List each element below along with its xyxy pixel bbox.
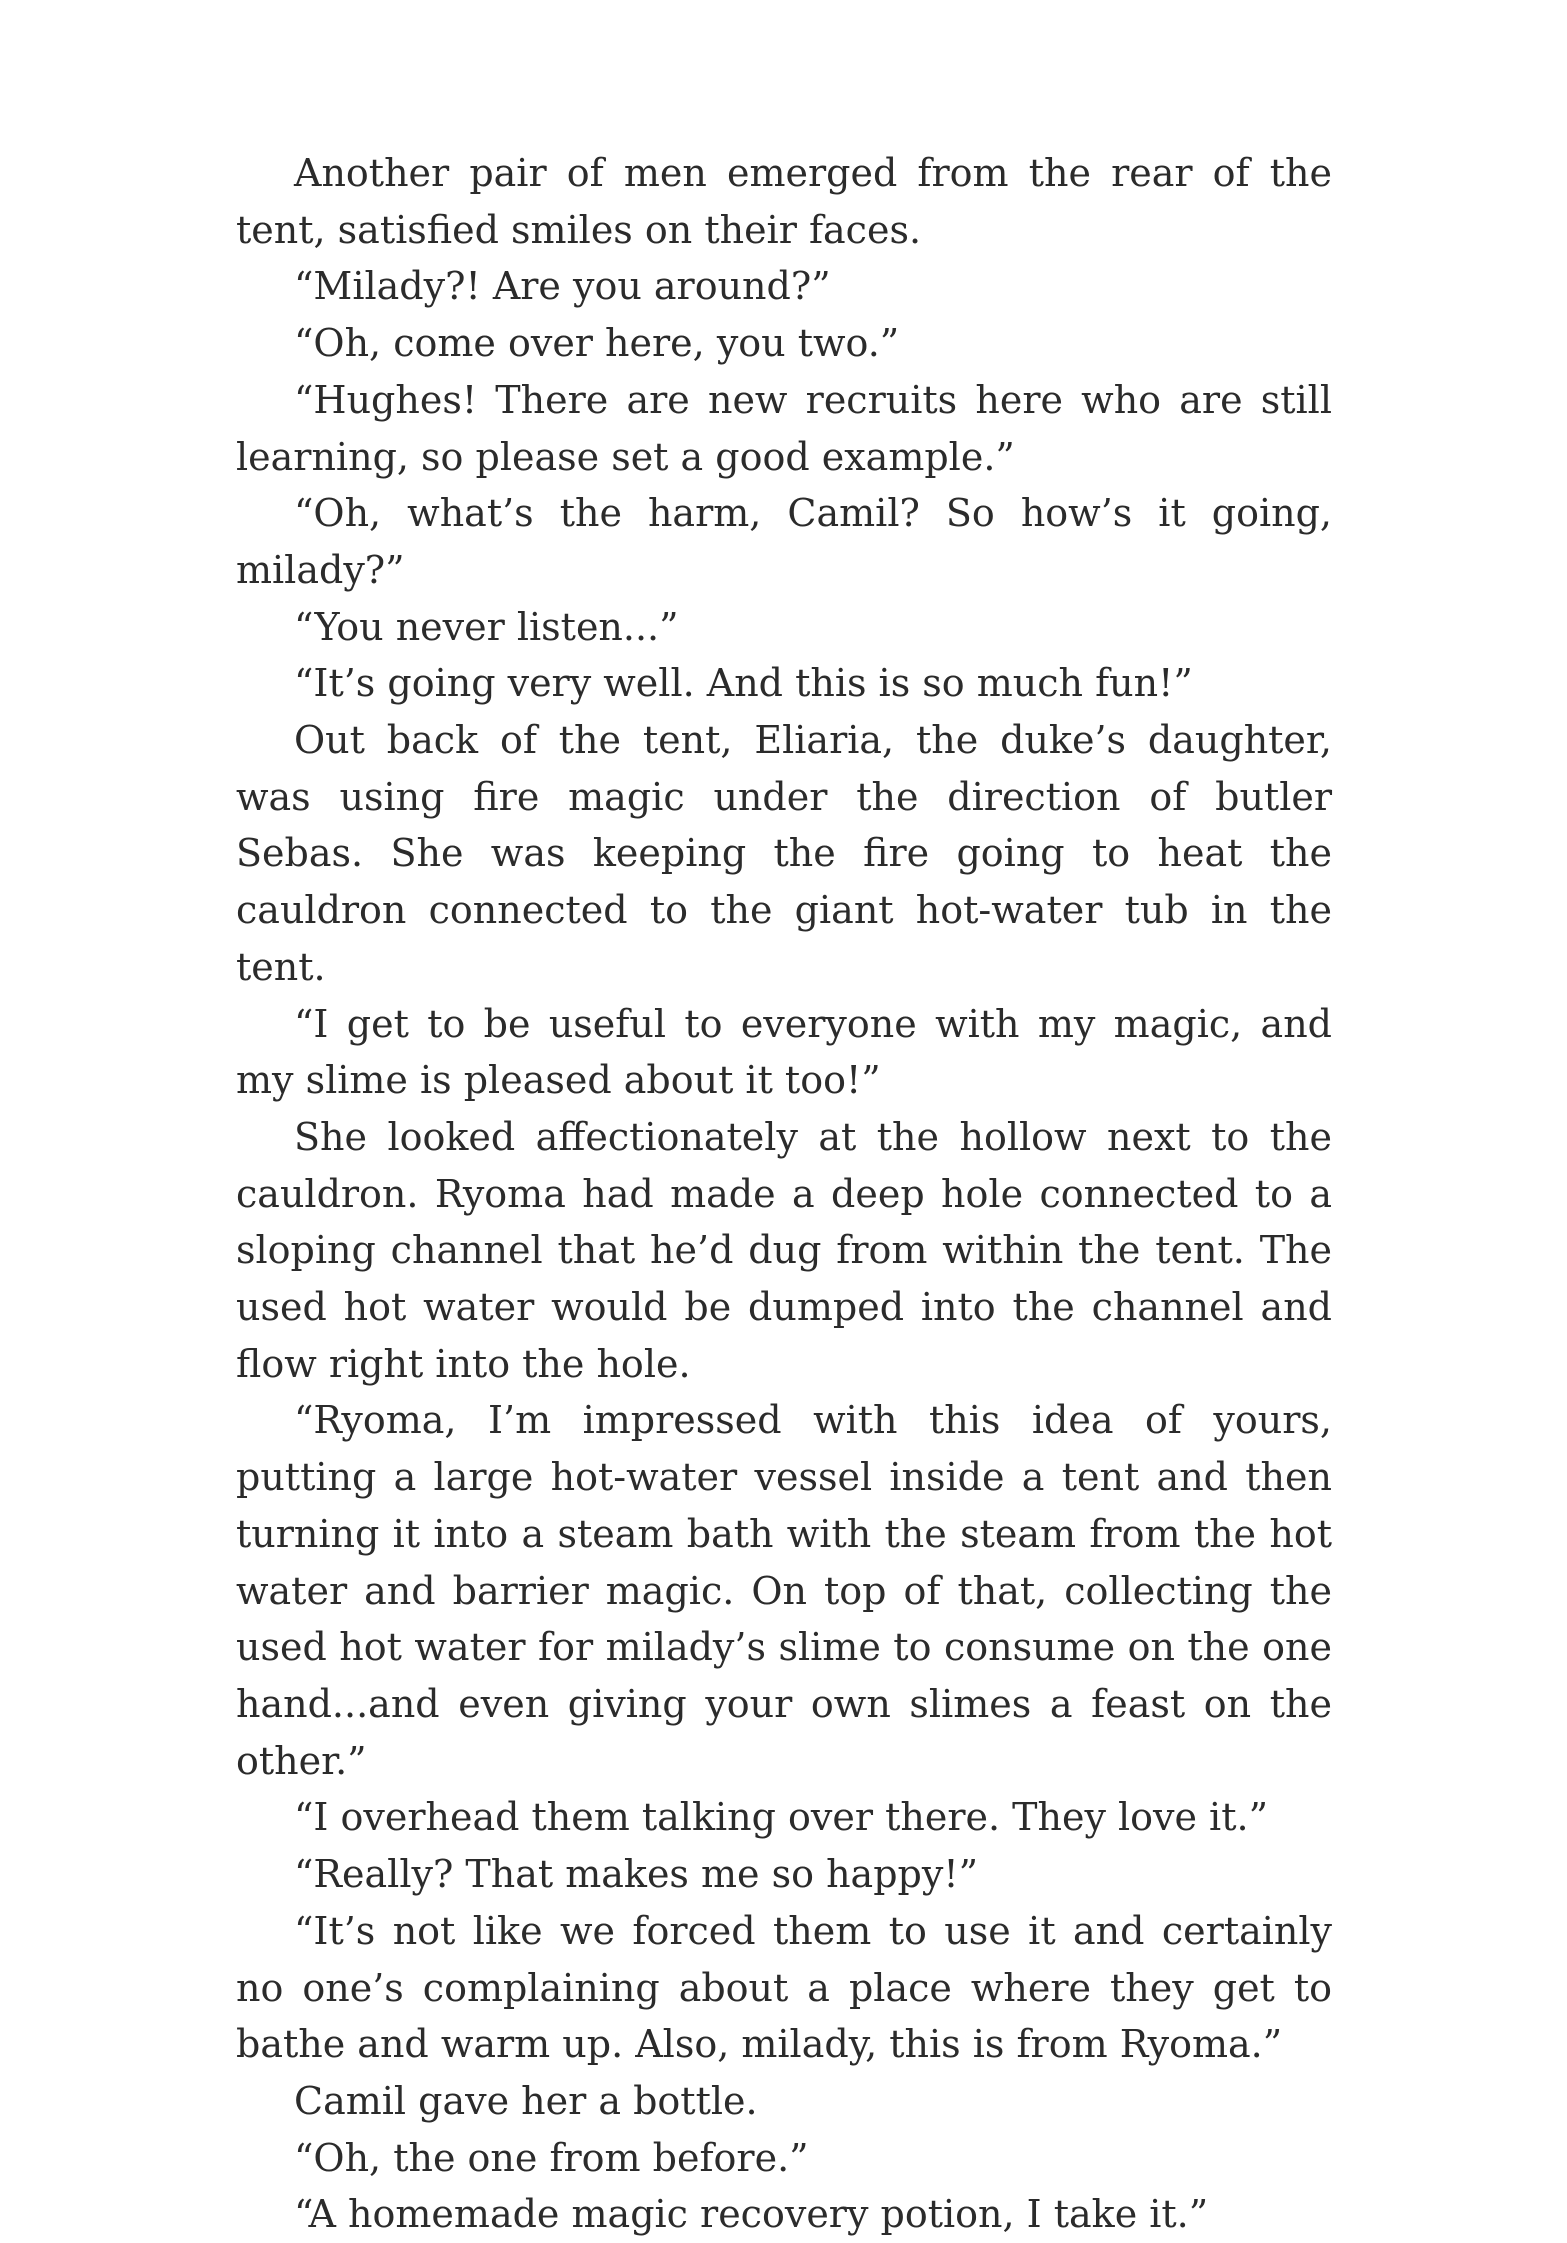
paragraph-dialogue-not-forced: “It’s not like we forced them to use it and certainly no one’s complaining about a place where they get to bathe and warm up. Also, milady, this is from Ryoma.”: [236, 1908, 1332, 2067]
paragraph-dialogue-milady-around: “Milady?! Are you around?”: [294, 264, 831, 309]
paragraph-dialogue-whats-the-harm: “Oh, what’s the harm, Camil? So how’s it going, milady?”: [236, 491, 1332, 592]
paragraph-dialogue-come-over: “Oh, come over here, you two.”: [294, 321, 900, 366]
book-page: [236, 145, 1332, 2243]
paragraph-dialogue-impressed-idea: “Ryoma, I’m impressed with this idea of yours, putting a large hot-water vessel inside a tent and then turning it into a steam bath with the steam from the hot water and barrier magic. On top of that, collecting the used hot water for milady’s slime to consume on the one hand...and even giving your own slimes a feast on the other.”: [236, 1398, 1332, 1783]
paragraph-narration-men-emerged: Another pair of men emerged from the rear of the tent, satisfied smiles on their faces.: [236, 151, 1332, 252]
paragraph-narration-camil-bottle: Camil gave her a bottle.: [294, 2078, 758, 2123]
paragraph-dialogue-so-happy: “Really? That makes me so happy!”: [294, 1852, 979, 1897]
paragraph-dialogue-recovery-potion: “A homemade magic recovery potion, I take it.”: [294, 2192, 1209, 2237]
paragraph-dialogue-never-listen: “You never listen...”: [294, 604, 679, 649]
paragraph-narration-hollow-channel: She looked affectionately at the hollow next to the cauldron. Ryoma had made a deep hole connected to a sloping channel that he’d dug from within the tent. The used hot water would be dumped into the channel and flow right into the hole.: [236, 1114, 1332, 1386]
paragraph-dialogue-going-well: “It’s going very well. And this is so much fun!”: [294, 661, 1193, 706]
paragraph-dialogue-one-from-before: “Oh, the one from before.”: [294, 2135, 809, 2180]
paragraph-dialogue-useful-magic: “I get to be useful to everyone with my magic, and my slime is pleased about it too!”: [236, 1001, 1332, 1103]
paragraph-dialogue-overhead-talking: “I overhead them talking over there. They love it.”: [294, 1795, 1268, 1840]
paragraph-dialogue-hughes-recruits: “Hughes! There are new recruits here who are still learning, so please set a good example.”: [236, 377, 1332, 479]
paragraph-narration-eliaria-fire-magic: Out back of the tent, Eliaria, the duke’s daughter, was using fire magic under the direction of butler Sebas. She was keeping the fire going to heat the cauldron connected to the giant hot-water tub in the tent.: [236, 718, 1332, 989]
